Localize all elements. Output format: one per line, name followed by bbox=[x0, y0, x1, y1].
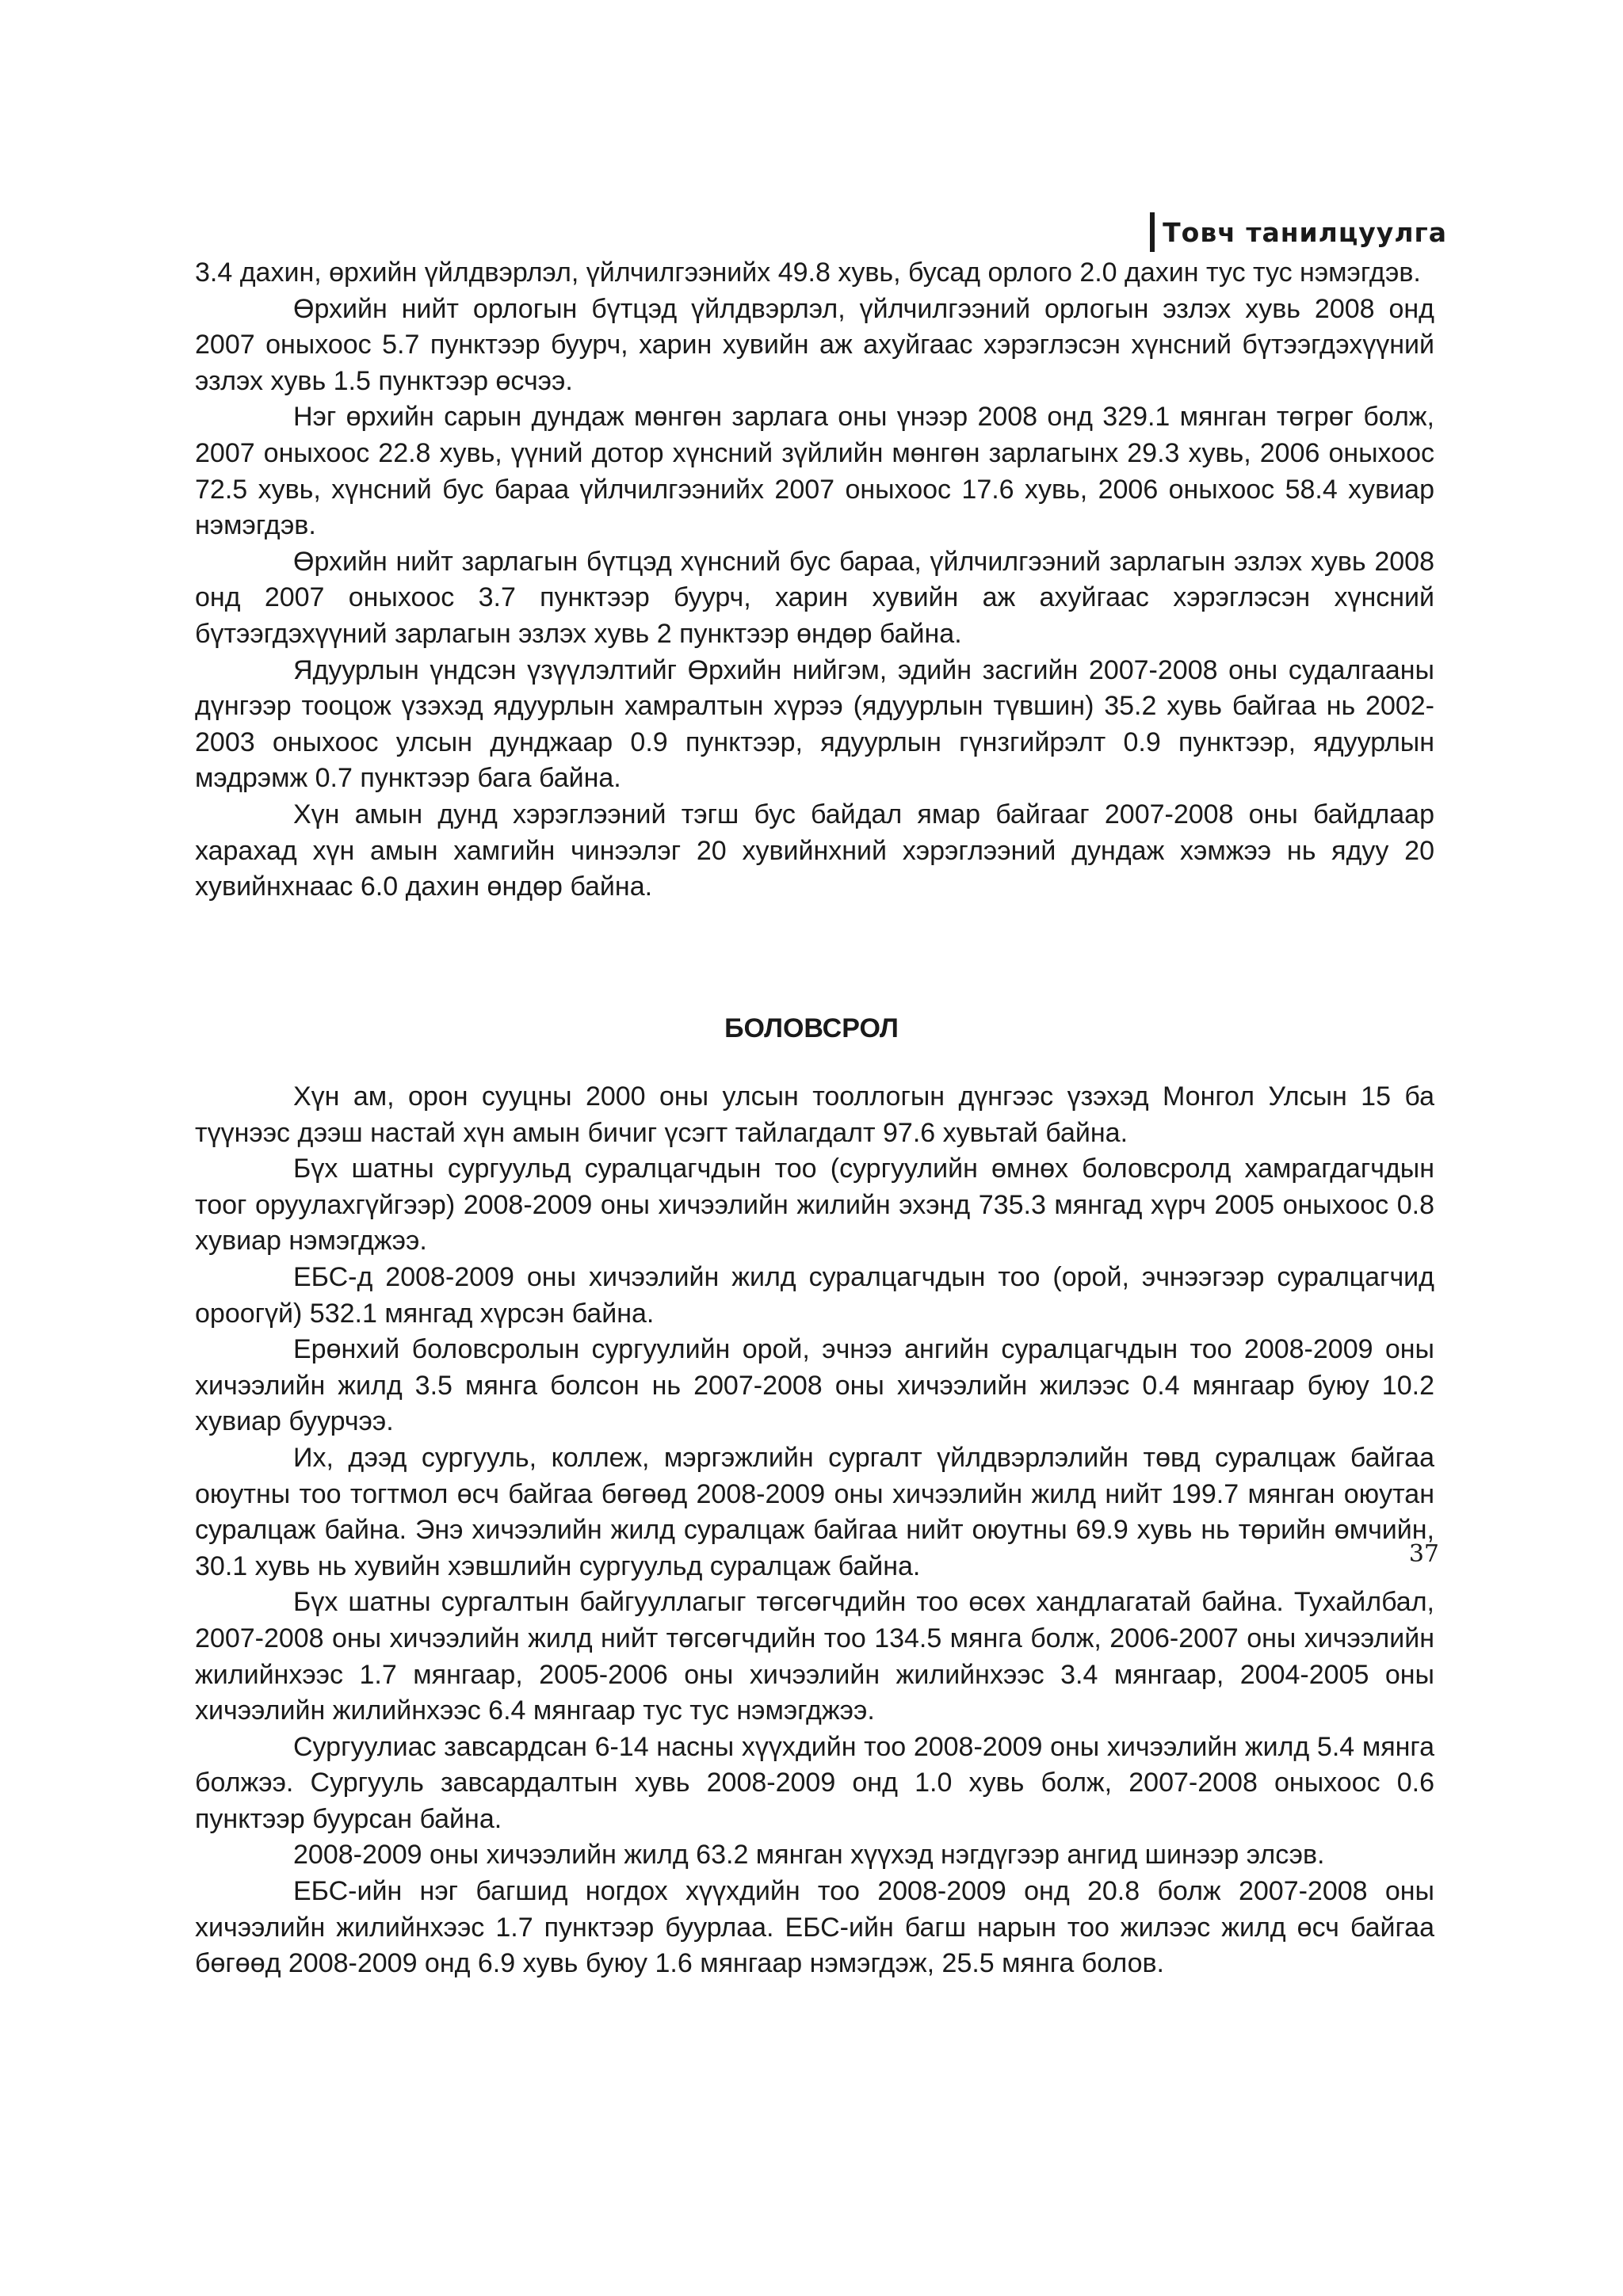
intro-paragraph-6: Хүн амын дунд хэрэглээний тэгш бус байдал ямар байгааг 2007-2008 оны байдлаар харахад хүн амын хамгийн чинээлэг 20 хувийнхний хэрэглээний дундаж хэмжээ нь ядуу 20 хувийнхнаас 6.0 дахин өндөр байна. bbox=[195, 799, 1434, 902]
intro-paragraph-1: 3.4 дахин, өрхийн үйлдвэрлэл, үйлчилгээнийх 49.8 хувь, бусад орлого 2.0 дахин тус тус нэмэгдэв. bbox=[195, 257, 1421, 288]
section-paragraph-5: Их, дээд сургууль, коллеж, мэргэжлийн сургалт үйлдвэрлэлийн төвд суралцаж байгаа оюутны тоо тогтмол өсч байгаа бөгөөд 2008-2009 оны хичээлийн жилд нийт 199.7 мянган оюутан суралцаж байна. Энэ хичээлийн жилд суралцаж байгаа нийт оюутны 69.9 хувь нь төрийн өмчийн, 30.1 хувь нь хувийн хэвшлийн сургуульд суралцаж байна. bbox=[195, 1442, 1434, 1581]
section-paragraph-3: ЕБС-д 2008-2009 оны хичээлийн жилд суралцагчдын тоо (орой, эчнээгээр суралцагчид ороогүй) 532.1 мянгад хүрсэн байна. bbox=[195, 1261, 1434, 1329]
intro-text-block bbox=[195, 255, 1434, 906]
section-paragraph-8: 2008-2009 оны хичээлийн жилд 63.2 мянган хүүхэд нэгдүгээр ангид шинээр элсэв. bbox=[293, 1840, 1325, 1871]
section-paragraph-2: Бүх шатны сургуульд суралцагчдын тоо (сургуулийн өмнөх боловсролд хамрагдагчдын тоог оруулахгүйгээр) 2008-2009 оны хичээлийн жилийн эхэнд 735.3 мянгад хүрч 2005 оныхоос 0.8 хувиар нэмэгджээ. bbox=[195, 1154, 1434, 1257]
intro-paragraph-4: Өрхийн нийт зарлагын бүтцэд хүнсний бус бараа, үйлчилгээний зарлагын эзлэх хувь 2008 онд 2007 оныхоос 3.7 пунктээр буурч, харин хувийн аж ахуйгаас хэрэглэсэн хүнсний бүтээгдэхүүний зарлагын эзлэх хувь 2 пунктээр өндөр байна. bbox=[195, 546, 1434, 649]
section-title: БОЛОВСРОЛ bbox=[724, 1013, 899, 1043]
intro-paragraph-2: Өрхийн нийт орлогын бүтцэд үйлдвэрлэл, үйлчилгээний орлогын эзлэх хувь 2008 онд 2007 оныхоос 5.7 пунктээр буурч, харин хувийн аж ахуйгаас хэрэглэсэн хүнсний бүтээгдэхүүний эзлэх хувь 1.5 пунктээр өсчээ. bbox=[195, 293, 1434, 396]
running-header bbox=[1150, 212, 1447, 252]
page-number: 37 bbox=[1408, 1540, 1439, 1568]
header-divider-bar bbox=[1150, 212, 1155, 252]
intro-paragraph-3: Нэг өрхийн сарын дундаж мөнгөн зарлага оны үнээр 2008 онд 329.1 мянган төгрөг болж, 2007 оныхоос 22.8 хувь, үүний дотор хүнсний зүйлийн мөнгөн зарлагынх 29.3 хувь, 2006 оныхоос 72.5 хувь, хүнсний бус бараа үйлчилгээнийх 2007 оныхоос 17.6 хувь, 2006 оныхоос 58.4 хувиар нэмэгдэв. bbox=[195, 402, 1434, 541]
section-paragraph-6: Бүх шатны сургалтын байгууллагыг төгсөгчдийн тоо өсөх хандлагатай байна. Тухайлбал, 2007-2008 оны хичээлийн жилд нийт төгсөгчдийн тоо 134.5 мянга болж, 2006-2007 оны хичээлийн жилийнхээс 1.7 мянгаар, 2005-2006 оны хичээлийн жилийнхээс 3.4 мянгаар, 2004-2005 оны хичээлийн жилийнхээс 6.4 мянгаар тус тус нэмэгджээ. bbox=[195, 1587, 1434, 1726]
section-paragraph-4: Ерөнхий боловсролын сургуулийн орой, эчнээ ангийн суралцагчдын тоо 2008-2009 оны хичээлийн жилд 3.5 мянга болсон нь 2007-2008 оны хичээлийн жилээс 0.4 мянгаар буюу 10.2 хувиар буурчээ. bbox=[195, 1334, 1434, 1437]
section-paragraph-1: Хүн ам, орон сууцны 2000 оны улсын тооллогын дүнгээс үзэхэд Монгол Улсын 15 ба түүнээс дээш настай хүн амын бичиг үсэгт тайлагдалт 97.6 хувьтай байна. bbox=[195, 1081, 1434, 1148]
section-text-block bbox=[195, 1079, 1434, 1982]
section-paragraph-7: Сургуулиас завсардсан 6-14 насны хүүхдийн тоо 2008-2009 оны хичээлийн жилд 5.4 мянга болжээ. Сургууль завсардалтын хувь 2008-2009 онд 1.0 хувь болж, 2007-2008 оныхоос 0.6 пунктээр буурсан байна. bbox=[195, 1731, 1434, 1834]
intro-paragraph-5: Ядуурлын үндсэн үзүүлэлтийг Өрхийн нийгэм, эдийн засгийн 2007-2008 оны судалгааны дүнгээр тооцож үзэхэд ядуурлын хамралтын хүрээ (ядуурлын түвшин) 35.2 хувь байгаа нь 2002-2003 оныхоос улсын дунджаар 0.9 пунктээр, ядуурлын гүнзгийрэлт 0.9 пунктээр, ядуурлын мэдрэмж 0.7 пунктээр бага байна. bbox=[195, 654, 1434, 794]
header-title: Товч танилцуулга bbox=[1163, 216, 1447, 248]
section-paragraph-9: ЕБС-ийн нэг багшид ногдох хүүхдийн тоо 2008-2009 онд 20.8 болж 2007-2008 оны хичээлийн жилийнхээс 1.7 пунктээр буурлаа. ЕБС-ийн багш нарын тоо жилээс жилд өсч байгаа бөгөөд 2008-2009 онд 6.9 хувь буюу 1.6 мянгаар нэмэгдэж, 25.5 мянга болов. bbox=[195, 1876, 1434, 1979]
